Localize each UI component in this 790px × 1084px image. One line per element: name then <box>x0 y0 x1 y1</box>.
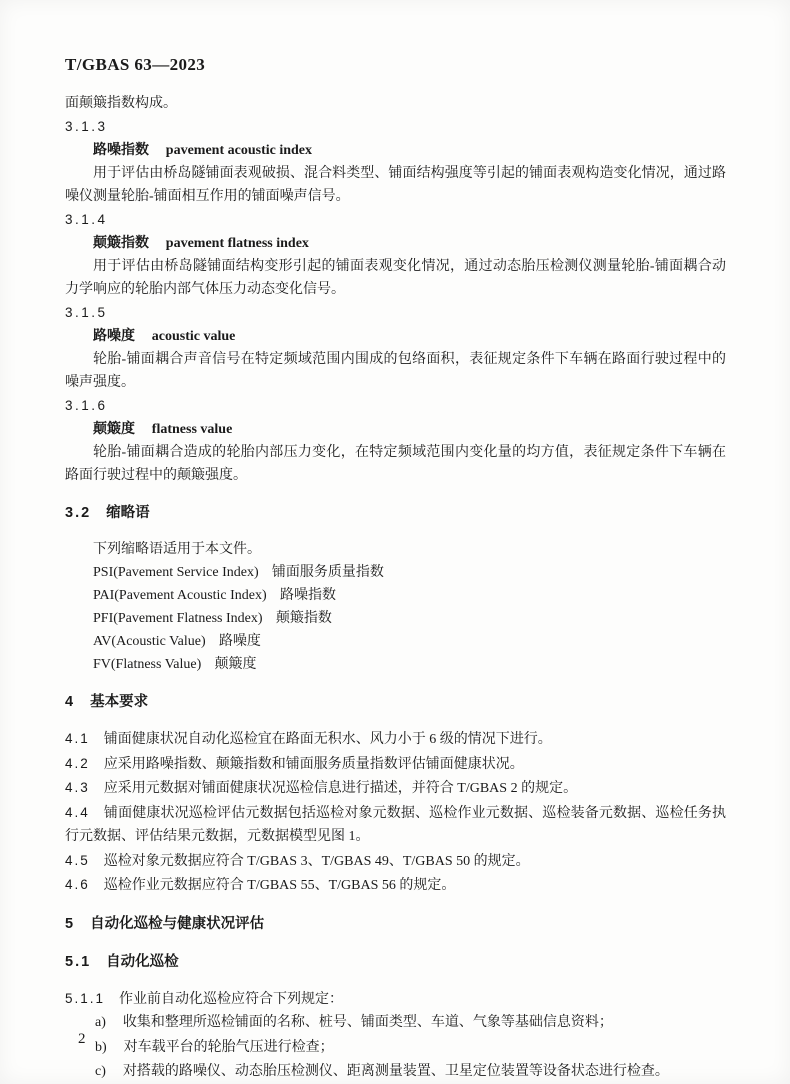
heading <box>65 951 726 974</box>
list-item-text: 对搭载的路噪仪、动态胎压检测仪、距离测量装置、卫星定位装置等设备状态进行检查。 <box>122 1064 669 1079</box>
clause <box>65 873 726 898</box>
heading-title: 自动化巡检 <box>106 953 179 970</box>
term-chinese: 路噪指数 <box>93 141 149 157</box>
abbreviation-english: AV(Acoustic Value) <box>93 634 206 649</box>
term <box>65 324 726 348</box>
term-english: acoustic value <box>151 329 236 344</box>
clause-text: 铺面健康状况自动化巡检宜在路面无积水、风力小于 6 级的情况下进行。 <box>103 732 552 747</box>
list-item-text: 收集和整理所巡检铺面的名称、桩号、铺面类型、车道、气象等基础信息资料； <box>122 1015 613 1030</box>
term <box>65 138 726 162</box>
abbr <box>65 607 726 630</box>
document-body <box>65 92 726 1084</box>
clause <box>65 849 726 874</box>
document-header-standard-number: T/GBAS 63—2023 <box>65 55 206 74</box>
heading <box>65 691 726 714</box>
abbreviation-english: FV(Flatness Value) <box>93 657 202 672</box>
para: 用于评估由桥岛隧铺面结构变形引起的铺面表观变化情况，通过动态胎压检测仪测量轮胎-铺面耦合动力学响应的轮胎内部气体压力动态变化信号。 <box>65 259 726 297</box>
abbr <box>65 584 726 607</box>
para: 轮胎-铺面耦合造成的轮胎内部压力变化，在特定频域范围内变化量的均方值，表征规定条件下车辆在路面行驶过程中的颠簸强度。 <box>65 445 726 483</box>
term-english: pavement acoustic index <box>165 143 313 158</box>
abbreviation-chinese: 颠簸度 <box>214 657 257 672</box>
abbr <box>65 630 726 653</box>
term-chinese: 颠簸指数 <box>93 234 149 250</box>
clause-text: 铺面健康状况巡检评估元数据包括巡检对象元数据、巡检作业元数据、巡检装备元数据、巡检任务执行元数据、评估结果元数据，元数据模型见图 1。 <box>65 805 726 844</box>
list-item <box>65 1036 726 1061</box>
clause-text: 应采用路噪指数、颠簸指数和铺面服务质量指数评估铺面健康状况。 <box>103 756 524 772</box>
clause-number: 4.2 <box>65 755 90 771</box>
clause-text: 作业前自动化巡检应符合下列规定： <box>119 991 344 1007</box>
clause-number: 4.4 <box>65 804 90 820</box>
term <box>65 231 726 255</box>
list-item <box>65 1011 726 1036</box>
heading-number: 3.2 <box>65 505 92 521</box>
heading-title: 缩略语 <box>106 505 150 521</box>
clause-number: 5.1.1 <box>65 990 106 1006</box>
abbr <box>65 561 726 584</box>
heading-title: 自动化巡检与健康状况评估 <box>90 915 265 932</box>
heading-title: 基本要求 <box>90 694 149 710</box>
abbreviation-chinese: 路噪指数 <box>279 588 336 603</box>
clause-text: 应采用元数据对铺面健康状况巡检信息进行描述，并符合 T/GBAS 2 的规定。 <box>103 781 578 796</box>
abbr <box>65 653 726 676</box>
clause-num: 3.1.6 <box>65 398 108 413</box>
term-chinese: 颠簸度 <box>93 420 135 436</box>
clause <box>65 776 726 801</box>
para: 下列缩略语适用于本文件。 <box>93 542 261 557</box>
clause-text: 巡检对象元数据应符合 T/GBAS 3、T/GBAS 49、T/GBAS 50 的规定。 <box>103 853 530 869</box>
list-item-text: 对车载平台的轮胎气压进行检查； <box>123 1039 334 1055</box>
abbreviation-english: PFI(Pavement Flatness Index) <box>93 611 263 626</box>
clause-num: 3.1.5 <box>65 305 108 320</box>
para: 轮胎-铺面耦合声音信号在特定频域范围内围成的包络面积，表征规定条件下车辆在路面行驶过程中的噪声强度。 <box>65 352 726 390</box>
heading <box>65 502 726 525</box>
clause <box>65 727 726 752</box>
clause-num: 3.1.3 <box>65 119 108 134</box>
heading-number: 4 <box>65 694 76 710</box>
abbreviation-chinese: 路噪度 <box>218 634 261 649</box>
abbreviation-chinese: 颠簸指数 <box>275 611 332 626</box>
term-english: pavement flatness index <box>165 236 309 251</box>
clause-num: 3.1.4 <box>65 212 108 227</box>
clause <box>65 987 726 1012</box>
list-item-label: b) <box>95 1039 107 1055</box>
clause-number: 4.1 <box>65 731 90 746</box>
clause <box>65 752 726 777</box>
page-number: 2 <box>78 1031 86 1047</box>
para: 用于评估由桥岛隧铺面表观破损、混合料类型、铺面结构强度等引起的铺面表观构造变化情况，通过路噪仪测量轮胎-铺面相互作用的铺面噪声信号。 <box>65 166 726 204</box>
heading <box>65 913 726 936</box>
para-flush: 面颠簸指数构成。 <box>65 96 177 111</box>
clause-text: 巡检作业元数据应符合 T/GBAS 55、T/GBAS 56 的规定。 <box>103 878 456 893</box>
heading-number: 5 <box>65 915 76 932</box>
clause-number: 4.6 <box>65 877 90 892</box>
list-item-label: c) <box>95 1064 106 1079</box>
heading-number: 5.1 <box>65 953 92 970</box>
term-chinese: 路噪度 <box>93 327 135 343</box>
clause-number: 4.5 <box>65 852 90 868</box>
list-item <box>65 1060 726 1084</box>
list-item-label: a) <box>95 1015 106 1030</box>
abbreviation-chinese: 铺面服务质量指数 <box>271 565 384 580</box>
clause <box>65 801 726 849</box>
term-english: flatness value <box>151 422 233 437</box>
term <box>65 417 726 441</box>
abbreviation-english: PSI(Pavement Service Index) <box>93 565 259 580</box>
abbreviation-english: PAI(Pavement Acoustic Index) <box>93 588 267 603</box>
clause-number: 4.3 <box>65 780 90 795</box>
